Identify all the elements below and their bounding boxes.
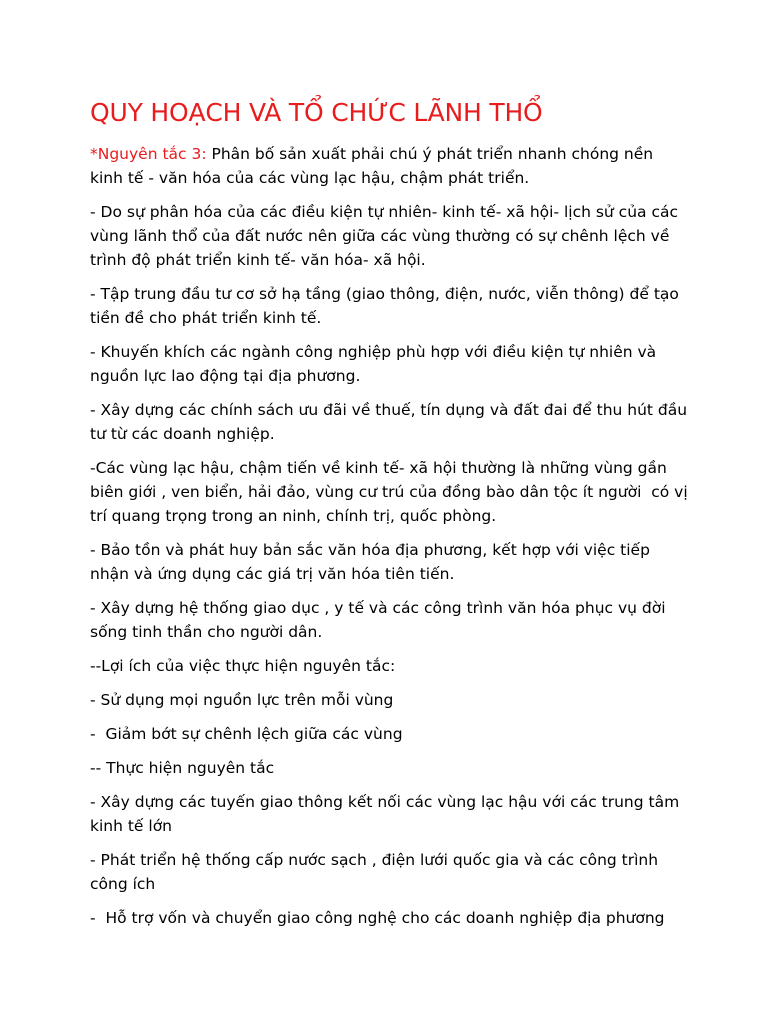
paragraph: -- Thực hiện nguyên tắc xyxy=(90,759,275,777)
paragraph: - Do sự phân hóa của các điều kiện tự nhiên- kinh tế- xã hội- lịch sử của các vùng lãnh thổ của đất nước nên giữa các vùng thường có sự chênh lệch về trình độ phát triển kinh tế- văn hóa- xã hội. xyxy=(90,203,683,269)
document-title: QUY HOẠCH VÀ TỔ CHỨC LÃNH THỔ xyxy=(90,98,543,127)
paragraph: - Tập trung đầu tư cơ sở hạ tầng (giao thông, điện, nước, viễn thông) để tạo tiền đề cho phát triển kinh tế. xyxy=(90,285,684,327)
paragraph: - Khuyến khích các ngành công nghiệp phù hợp với điều kiện tự nhiên và nguồn lực lao động tại địa phương. xyxy=(90,343,662,385)
paragraph: - Hỗ trợ vốn và chuyển giao công nghệ cho các doanh nghiệp địa phương xyxy=(90,909,665,927)
principle-paragraph xyxy=(90,142,690,190)
paragraph: --Lợi ích của việc thực hiện nguyên tắc: xyxy=(90,657,396,675)
paragraph: - Sử dụng mọi nguồn lực trên mỗi vùng xyxy=(90,691,394,709)
paragraph: - Xây dựng các tuyến giao thông kết nối các vùng lạc hậu với các trung tâm kinh tế lớn xyxy=(90,793,685,835)
paragraph: - Xây dựng hệ thống giao dục , y tế và các công trình văn hóa phục vụ đời sống tinh thần cho người dân. xyxy=(90,599,671,641)
document-page xyxy=(90,96,693,940)
paragraph: - Xây dựng các chính sách ưu đãi về thuế, tín dụng và đất đai để thu hút đầu tư từ các doanh nghiệp. xyxy=(90,401,693,443)
paragraph: - Bảo tồn và phát huy bản sắc văn hóa địa phương, kết hợp với việc tiếp nhận và ứng dụng các giá trị văn hóa tiên tiến. xyxy=(90,541,655,583)
paragraph: -Các vùng lạc hậu, chậm tiến về kinh tế- xã hội thường là những vùng gần biên giới , ven biển, hải đảo, vùng cư trú của đồng bào dân tộc ít người có vị trí quang trọng trong an ninh, chính trị, quốc phòng. xyxy=(90,459,693,525)
principle-text: Phân bố sản xuất phải chú ý phát triển nhanh chóng nền kinh tế - văn hóa của các vùng lạc hậu, chậm phát triển. xyxy=(90,145,659,187)
paragraph: - Giảm bớt sự chênh lệch giữa các vùng xyxy=(90,725,403,743)
principle-label: *Nguyên tắc 3: xyxy=(90,145,207,163)
paragraph: - Phát triển hệ thống cấp nước sạch , điện lưới quốc gia và các công trình công ích xyxy=(90,851,664,893)
